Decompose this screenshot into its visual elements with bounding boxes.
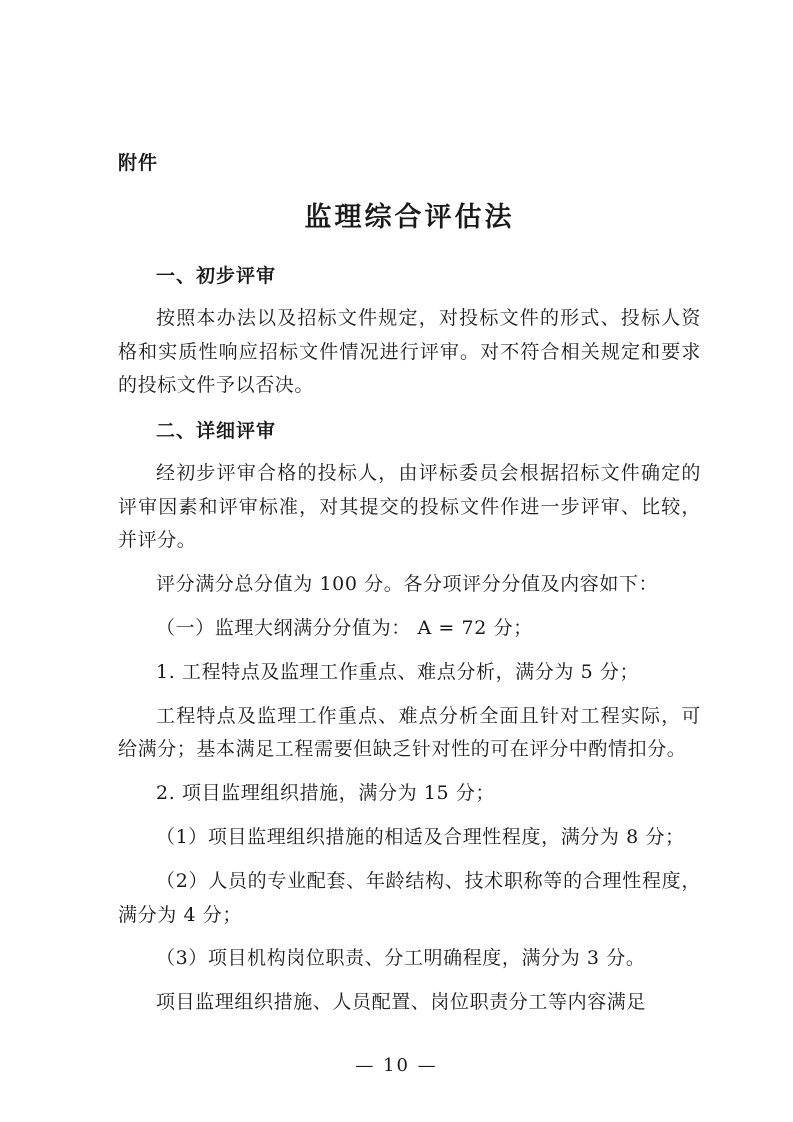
paragraph: 评分满分总分值为 100 分。各分项评分分值及内容如下： [156,573,659,596]
page-title: 监理综合评估法 [304,201,515,233]
paragraph: 1. 工程特点及监理工作重点、难点分析，满分为 5 分； [156,660,640,683]
paragraph: （2）人员的专业配套、年龄结构、技术职称等的合理性程度，满分为 4 分； [118,869,701,926]
paragraph: （3）项目机构岗位职责、分工明确程度，满分为 3 分。 [156,947,646,970]
paragraph: （一）监理大纲满分分值为： A = 72 分； [156,616,533,639]
attachment-label: 附件 [118,152,159,174]
paragraph: （1）项目监理组织措施的相适及合理性程度，满分为 8 分； [156,826,685,849]
page-number: — 10 — [355,1055,438,1076]
paragraph: 工程特点及监理工作重点、难点分析全面且针对工程实际，可给满分；基本满足工程需要但缺乏针对性的可在评分中酌情扣分。 [118,704,701,761]
paragraph: 2. 项目监理组织措施，满分为 15 分； [156,782,496,805]
section-heading-preliminary: 一、初步评审 [156,265,277,288]
paragraph: 项目监理组织措施、人员配置、岗位职责分工等内容满足 [156,991,647,1014]
section-heading-detailed: 二、详细评审 [156,420,277,443]
paragraph: 按照本办法以及招标文件规定，对投标文件的形式、投标人资格和实质性响应招标文件情况进行评审。对不符合相关规定和要求的投标文件予以否决。 [118,306,701,397]
paragraph: 经初步评审合格的投标人，由评标委员会根据招标文件确定的评审因素和评审标准，对其提交的投标文件作进一步评审、比较，并评分。 [118,461,701,552]
